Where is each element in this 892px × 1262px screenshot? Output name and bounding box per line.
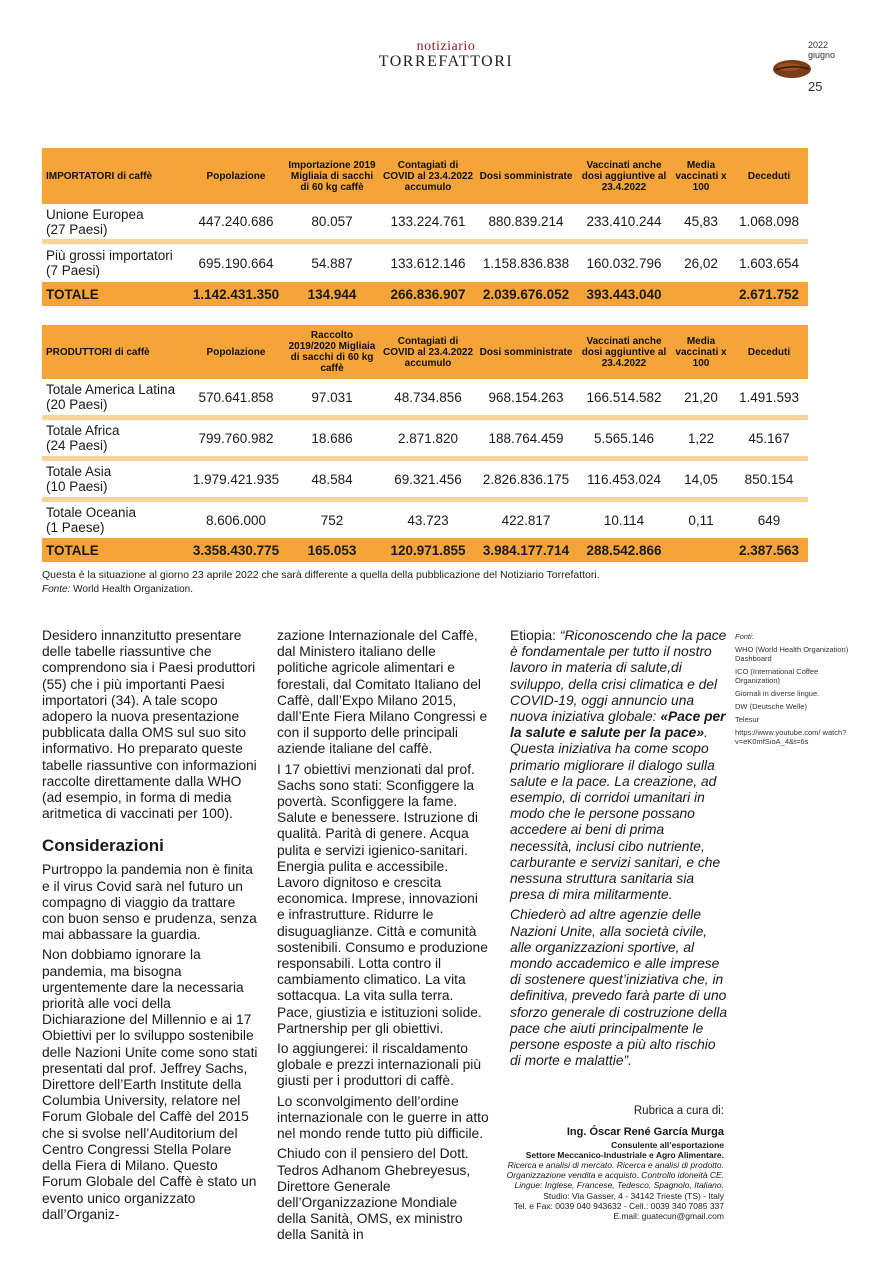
column-header: Dosi somministrate <box>476 325 576 379</box>
table-row <box>42 502 808 538</box>
table-cell: 447.240.686 <box>198 214 274 229</box>
column-header: PRODUTTORI di caffè <box>42 325 188 379</box>
table-cell: 2.826.836.175 <box>482 471 570 487</box>
table-cell: 0,11 <box>688 512 714 528</box>
table-cell: 10.114 <box>603 512 645 528</box>
column-header: Media vaccinati x 100 <box>672 325 730 379</box>
row-label <box>42 204 188 239</box>
table-cell: 97.031 <box>311 389 353 405</box>
rubrica-label: Rubrica a cura di: <box>633 1105 724 1117</box>
issue-year: 2022 <box>808 40 829 50</box>
importers-table <box>42 148 808 306</box>
column-header: Contagiati di COVID al 23.4.2022 accumulo <box>380 148 476 204</box>
table-cell: 166.514.582 <box>586 389 662 405</box>
table-cell: 1,22 <box>687 430 715 446</box>
table-cell: 1.603.654 <box>738 255 800 271</box>
author-contact <box>470 1191 724 1221</box>
table-cell: 21,20 <box>684 389 718 405</box>
table-source <box>42 583 193 596</box>
source-item: Giornali in diverse lingue. <box>735 689 820 698</box>
table-row <box>42 204 808 239</box>
author-service: Organizzazione vendita e acquisto. Controllo idoneità CE. <box>506 1170 724 1180</box>
source-label: Fonte: <box>42 584 71 595</box>
table-cell: 266.836.907 <box>380 282 476 306</box>
quote-text: . Questa iniziativa ha come scopo primario migliorare il dialogo sulla salute e la pace. La creazione, ad esempio, di corridoi umanitari in modo che le persone possano accedere ai beni di prima necessità, inclusi cibo nutriente, carburante e servizi sanitari, e che nessuna struttura sanitaria sia presa di mira militarmente. <box>510 725 721 903</box>
table-header-row <box>42 325 808 379</box>
row-label-name: Totale Africa <box>46 423 120 438</box>
table-cell: 14,05 <box>684 471 718 487</box>
total-label: TOTALE <box>42 282 188 306</box>
table-cell: 799.760.982 <box>198 430 274 446</box>
author-role: Consulente all’esportazione <box>611 1140 724 1150</box>
column-header: Popolazione <box>188 325 284 379</box>
quote-emphasis: «Pace per la salute e salute per la pace» <box>510 709 726 741</box>
source-item: ICO (International Coffee Organization) <box>735 667 819 685</box>
source-text: World Health Organization. <box>70 584 194 595</box>
source-item: WHO (World Health Organization) Dashboard <box>735 645 849 663</box>
issue-month: giugno <box>808 50 836 60</box>
masthead-title: TORREFATTORI <box>378 53 514 70</box>
table-cell: 422.817 <box>501 512 551 528</box>
studio-address: Studio: Via Gasser, 4 - 34142 Trieste (TS) - Italy <box>543 1191 724 1201</box>
paragraph: Chiudo con il pensiero del Dott. Tedros Adhanom Ghebreyesus, Direttore Generale dell’Organizzazione Mondiale della Sanità, OMS, ex ministro della Sanità in <box>277 1146 471 1243</box>
table-cell: 54.887 <box>311 255 353 271</box>
author-name: Ing. Óscar René García Murga <box>566 1126 724 1138</box>
table-cell: 968.154.263 <box>488 389 564 405</box>
paragraph: Purtroppo la pandemia non è finita e il virus Covid sarà nel futuro un compagno di viaggio da trattare con buon senso e prudenza, senza mai abbassare la guardia. <box>42 862 257 943</box>
table-cell: 2.671.752 <box>730 282 808 306</box>
section-heading: Considerazioni <box>42 836 164 856</box>
table-cell: 1.491.593 <box>738 389 800 405</box>
row-label <box>42 244 188 282</box>
quote-lead: Etiopia: <box>510 628 560 643</box>
article-column-3 <box>510 628 728 1073</box>
table-cell: 1.979.421.935 <box>192 471 280 487</box>
row-label-count: (7 Paesi) <box>46 263 101 278</box>
table-cell: 48.734.856 <box>394 389 462 405</box>
table-cell: 80.057 <box>311 214 353 229</box>
table-cell: 188.764.459 <box>488 430 564 446</box>
column-header: Vaccinati anche dosi aggiuntive al 23.4.2022 <box>576 148 672 204</box>
row-label-count: (24 Paesi) <box>46 438 108 453</box>
row-label-count: (1 Paese) <box>46 520 105 535</box>
column-header: IMPORTATORI di caffè <box>42 148 188 204</box>
table-cell: 45,83 <box>684 214 718 229</box>
table-cell: 160.032.796 <box>586 255 662 271</box>
total-row <box>42 282 808 306</box>
author-service: Ricerca e analisi di mercato. Ricerca e analisi di prodotto. <box>507 1160 724 1170</box>
table-cell: 1.158.836.838 <box>482 255 570 271</box>
paragraph: zazione Internazionale del Caffè, dal Ministero italiano delle politiche agricole alimentari e forestali, dal Comitato Italiano del Caffè, dall’Expo Milano 2015, dall’Ente Fiera Milano Congressi e con il supporto delle principali aziende italiane del caffè. <box>277 628 488 757</box>
column-header: Media vaccinati x 100 <box>672 148 730 204</box>
row-label-count: (20 Paesi) <box>46 397 108 412</box>
table-cell: 2.039.676.052 <box>476 282 576 306</box>
article-column-2 <box>277 628 489 1248</box>
row-label-name: Unione Europea <box>46 206 144 222</box>
sources-sidebar <box>735 632 855 750</box>
column-header: Contagiati di COVID al 23.4.2022 accumulo <box>380 325 476 379</box>
coffee-bean-icon <box>772 58 812 80</box>
paragraph: Non dobbiamo ignorare la pandemia, ma bisogna urgentemente dare la necessaria priorità alle voci della Dichiarazione del Millennio e ai 17 Obiettivi per lo sviluppo sostenibile delle Nazioni Unite come sono stati presentati dal prof. Jeffrey Sachs, Direttore dell’Earth Institute della Columbia University, relatore nel Forum Globale del Caffè del 2015 che si svolse nell’Auditorium del Centro Congressi Stella Polare della Fiera di Milano. Questo Forum Globale del Caffè è stato un evento unico organizzato dall’Organiz- <box>42 947 258 1222</box>
row-label-name: Totale America Latina <box>46 382 176 397</box>
table-cell: 165.053 <box>284 538 380 562</box>
table-cell: 1.142.431.350 <box>188 282 284 306</box>
table-cell: 43.723 <box>407 512 449 528</box>
table-cell: 26,02 <box>684 255 718 271</box>
table-cell: 752 <box>320 512 344 528</box>
table-cell: 116.453.024 <box>586 471 662 487</box>
table-cell: 1.068.098 <box>738 214 800 229</box>
author-sector: Settore Meccanico-Industriale e Agro Alimentare. <box>525 1150 724 1160</box>
row-label <box>42 461 188 497</box>
row-label <box>42 502 188 538</box>
paragraph: I 17 obiettivi menzionati dal prof. Sachs sono stati: Sconfiggere la povertà. Sconfiggere la fame. Salute e benessere. Istruzione di qualità. Parità di genere. Acqua pulita e servizi igienico-sanitari. Energia pulita e accessibile. Lavoro dignitoso e crescita economica. Imprese, innovazioni e infrastrutture. Ridurre le disuguaglianze. Città e comunità sostenibili. Consumo e produzione responsabili. Lotta contro il cambiamento climatico. La vita sottacqua. La vita sulla terra. Pace, giustizia e istituzioni solide. Partnership per gli obiettivi. <box>277 761 488 1036</box>
table-cell: 133.612.146 <box>390 255 466 271</box>
column-header: Importazione 2019 Migliaia di sacchi di 60 kg caffè <box>284 148 380 204</box>
row-label-count: (10 Paesi) <box>46 479 108 494</box>
table-cell: 649 <box>757 512 781 528</box>
table-cell: 134.944 <box>284 282 380 306</box>
phone-numbers: Tel. e Fax: 0039 040 943632 - Cell.: 0039 340 7085 337 <box>513 1201 724 1211</box>
table-row <box>42 244 808 282</box>
table-cell: 45.167 <box>748 430 790 446</box>
column-header: Raccolto 2019/2020 Migliaia di sacchi di 60 kg caffè <box>284 325 380 379</box>
table-cell: 48.584 <box>311 471 353 487</box>
quote-text: “Riconoscendo che la pace è fondamentale per tutto il nostro lavoro in materia di salute,di sviluppo, della crisi climatica e del COVID-19, oggi annuncio una nuova iniziativa globale: <box>510 628 727 725</box>
column-header: Deceduti <box>730 325 808 379</box>
sources-title: Fonti: <box>735 632 754 641</box>
column-header: Popolazione <box>188 148 284 204</box>
source-item: DW (Deutsche Welle) <box>735 702 807 711</box>
table-cell: 2.871.820 <box>397 430 459 446</box>
column-header: Dosi somministrate <box>476 148 576 204</box>
total-label: TOTALE <box>42 538 188 562</box>
row-label <box>42 379 188 415</box>
row-label-name: Totale Oceania <box>46 505 137 520</box>
table-cell: 69.321.456 <box>394 471 462 487</box>
source-link[interactable]: https://www.youtube.com/ watch?v=eK0mfSioA_4&t=6s <box>735 728 847 746</box>
paragraph: Lo sconvolgimento dell’ordine internazionale con le guerre in atto nel mondo rende tutto più difficile. <box>277 1093 489 1142</box>
quote-paragraph: Chiederò ad altre agenzie delle Nazioni Unite, alla società civile, alle organizzazioni sportive, al mondo accademico e alle imprese di sostenere quest’iniziativa che, in definitiva, prevedo farà parte di uno sforzo generale di costruzione della pace che aiuti principalmente le persone esposte a più alto rischio di morte e malattie”. <box>510 907 728 1069</box>
table-row <box>42 420 808 456</box>
row-label-name: Totale Asia <box>46 464 112 479</box>
paragraph: Io aggiungerei: il riscaldamento globale e prezzi internazionali più giusti per i produttori di caffè. <box>277 1041 482 1089</box>
masthead <box>0 40 892 70</box>
table-cell: 288.542.866 <box>576 538 672 562</box>
issue-date <box>808 40 835 60</box>
row-label <box>42 420 188 456</box>
table-cell: 8.606.000 <box>205 512 267 528</box>
column-header: Vaccinati anche dosi aggiuntive al 23.4.2022 <box>576 325 672 379</box>
table-cell: 18.686 <box>311 430 353 446</box>
table-cell: 233.410.244 <box>586 214 662 229</box>
table-row <box>42 379 808 415</box>
table-cell: 880.839.214 <box>488 214 564 229</box>
table-cell: 2.387.563 <box>730 538 808 562</box>
table-cell: 5.565.146 <box>593 430 655 446</box>
table-cell: 393.443.040 <box>576 282 672 306</box>
table-cell: 695.190.664 <box>198 255 274 271</box>
total-row <box>42 538 808 562</box>
table-cell: 3.984.177.714 <box>476 538 576 562</box>
table-row <box>42 461 808 497</box>
page-number: 25 <box>808 79 823 94</box>
table-cell: 133.224.761 <box>390 214 466 229</box>
column-header: Deceduti <box>730 148 808 204</box>
row-label-count: (27 Paesi) <box>46 221 108 237</box>
table-cell: 3.358.430.775 <box>188 538 284 562</box>
author-languages: Lingue: Inglese, Francese, Tedesco, Spagnolo, Italiano. <box>514 1180 724 1190</box>
paragraph: Desidero innanzitutto presentare delle tabelle riassuntive che comprendono sia i Paesi produttori (55) che i più importanti Paesi importatori (34). A tale scopo adopero la nuova presentazione pubblicata dalla OMS sul suo sito informativo. Ho preparato queste tabelle riassuntive con informazioni raccolte direttamente dalla WHO (ad esempio, in forma di media aritmetica di vaccinati per 100). <box>42 628 257 822</box>
table-cell: 570.641.858 <box>198 389 274 405</box>
producers-table <box>42 325 808 562</box>
table-cell <box>672 538 730 562</box>
table-cell: 850.154 <box>744 471 794 487</box>
table-note: Questa è la situazione al giorno 23 aprile 2022 che sarà differente a quella della pubblicazione del Notiziario Torrefattori. <box>42 569 600 581</box>
row-label-name: Più grossi importatori <box>46 248 173 263</box>
email-link[interactable]: E.mail: guatecun@gmail.com <box>613 1211 724 1221</box>
table-cell: 120.971.855 <box>380 538 476 562</box>
quote-paragraph <box>510 628 728 903</box>
table-cell <box>672 282 730 306</box>
source-item: Telesur <box>735 715 760 724</box>
article-column-1 <box>42 628 258 1227</box>
table-header-row <box>42 148 808 204</box>
masthead-small: notiziario <box>416 39 476 54</box>
author-details <box>470 1140 724 1190</box>
